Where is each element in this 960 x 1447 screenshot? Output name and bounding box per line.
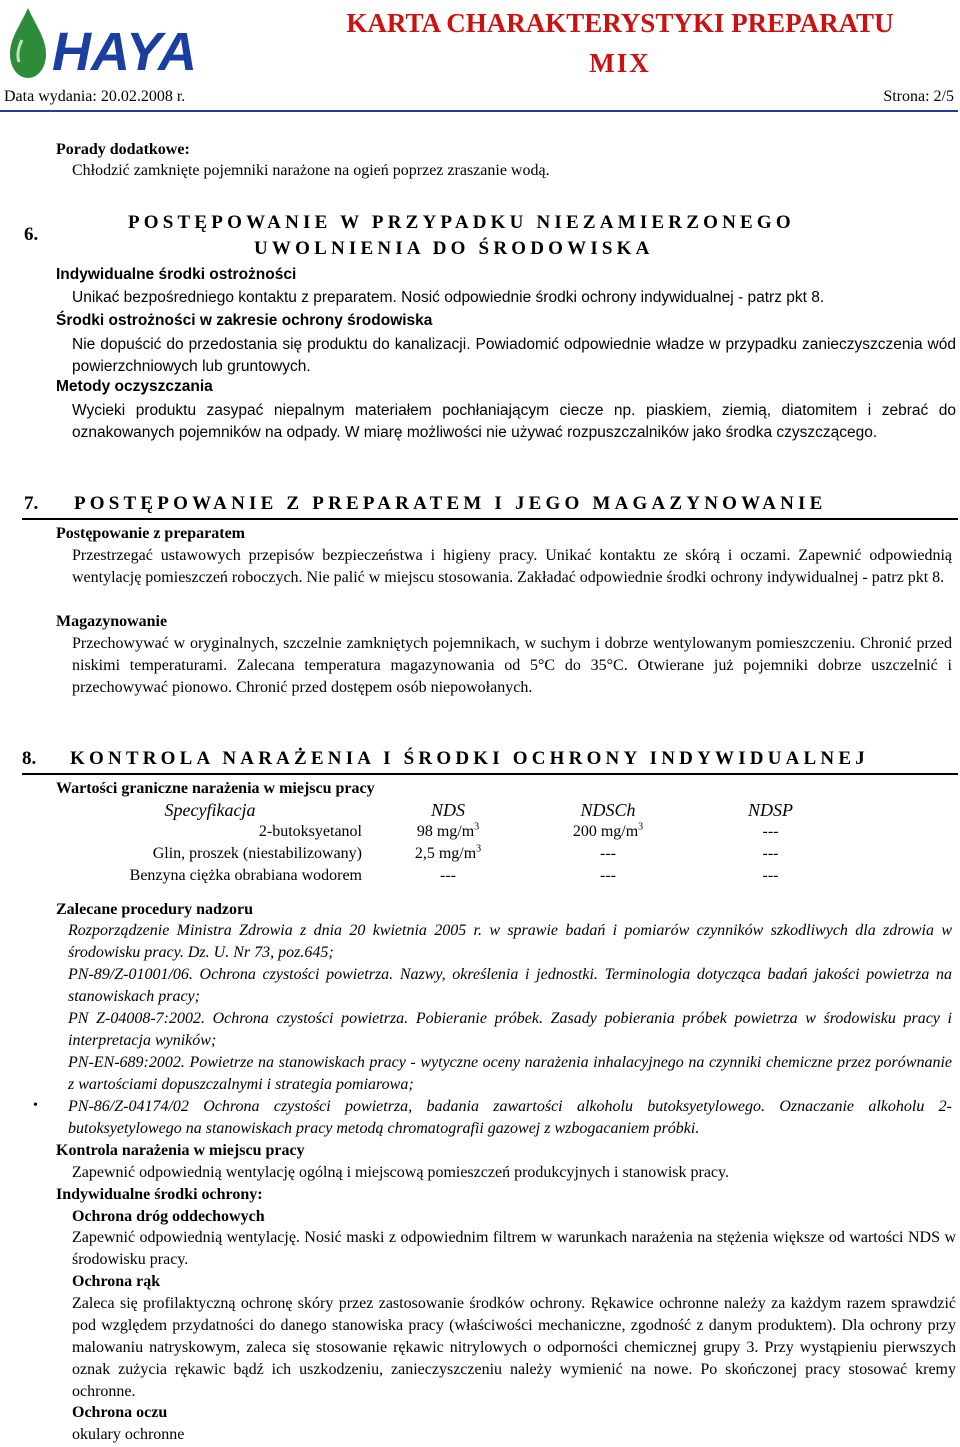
s8-ppe-label: Indywidualne środki ochrony: [56,1186,263,1203]
section-7-underline [22,518,958,520]
issue-date: Data wydania: 20.02.2008 r. [4,88,186,105]
procedure-item: PN Z-04008-7:2002. Ochrona czystości powietrza. Pobieranie próbek. Zasady pobierania próbek powietrza w środowisku pracy i interpretacja wyników; [68,1010,952,1049]
s8-hands-label: Ochrona rąk [72,1273,161,1290]
cell-name: 2-butoksyetanol [258,823,362,840]
s6-env-text: Nie dopuścić do przedostania się produktu do kanalizacji. Powiadomić odpowiednie władze w przypadku zanieczyszczenia wód powierzchniowych lub gruntowych. [72,336,956,375]
procedure-item: PN-EN-689:2002. Powietrze na stanowiskach pracy - wytyczne oceny narażenia inhalacyjnego na czynniki chemiczne przez porównanie z wartościami dopuszczalnymi i strategia pomiarowa; [68,1054,952,1093]
procedure-item: PN-89/Z-01001/06. Ochrona czystości powietrza. Nazwy, określenia i jednostki. Terminologia dotycząca badań jakości powietrza na stanowiskach pracy; [68,966,952,1005]
cell-ndsp: --- [762,823,779,840]
s6-clean-text: Wycieki produktu zasypać niepalnym materiałem pochłaniającym ciecze np. piaskiem, ziemią, diatomitem i zebrać do oznakowanych pojemników na odpady. W miarę możliwości nie używać rozpuszczalników jako środka czyszczącego. [72,402,956,441]
s8-resp-label: Ochrona dróg oddechowych [72,1208,265,1225]
s8-exposure-text: Zapewnić odpowiednią wentylację ogólną i miejscową pomieszczeń produkcyjnych i stanowisk pracy. [72,1164,729,1181]
s7-handling-text: Przestrzegać ustawowych przepisów bezpieczeństwa i higieny pracy. Unikać kontaktu ze skórą i oczami. Zapewnić odpowiednią wentylację pomieszczeń roboczych. Nie palić w miejscu stosowania. Zakładać odpowiednie środki ochrony indywidualnej - patrz pkt 8. [72,547,952,586]
s6-clean-label: Metody oczyszczania [56,378,213,395]
col-ndsch: NDSCh [580,799,636,820]
table-row [52,821,853,843]
product-name: MIX [589,48,651,78]
table-header-row [52,799,853,821]
section-6-title-line1: POSTĘPOWANIE W PRZYPADKU NIEZAMIERZONEGO [128,212,795,233]
advice-label: Porady dodatkowe: [56,141,190,158]
logo-text: HAYA [52,22,197,82]
section-8-title: KONTROLA NARAŻENIA I ŚRODKI OCHRONY INDYWIDUALNEJ [70,748,869,769]
cell-nds: --- [440,867,456,884]
cell-name: Glin, proszek (niestabilizowany) [152,845,362,862]
bullet-marker: • [33,1098,38,1113]
section-8-number: 8. [22,748,37,769]
cell-nds: 2,5 $mg/m^3$ [414,843,482,862]
cell-ndsch: --- [600,867,616,884]
section-7-number: 7. [24,493,39,514]
s6-ppe-label: Indywidualne środki ostrożności [56,266,297,283]
cell-name: Benzyna ciężka obrabiana wodorem [129,867,362,884]
advice-text: Chłodzić zamknięte pojemniki narażone na ogień poprzez zraszanie wodą. [72,162,550,179]
s8-hands-text: Zaleca się profilaktyczną ochronę skóry przez zastosowanie środków ochrony. Rękawice ochronne należy za każdym razem sprawdzić pod względem przydatności do danego stanowiska pracy (właściwości mechaniczne, zgodność z danym produktem). Dla ochrony przy malowaniu natryskowym, zaleca się stosowanie rękawic nitrylowych o odporności chemicznej grupy 3. Przy wystąpieniu pierwszych oznak zużycia rękawic bądź ich uszkodzeniu, zanieczyszczeniu należy wymienić na nowe. Po skończonej pracy stosować kremy ochronne. [72,1295,956,1400]
cell-nds: 98 $mg/m^3$ [416,821,480,840]
cell-ndsch: --- [600,845,616,862]
cell-ndsp: --- [762,867,779,884]
s7-storage-label: Magazynowanie [56,613,168,630]
section-7-title: POSTĘPOWANIE Z PREPARATEM I JEGO MAGAZYNOWANIE [74,493,827,514]
green-drop-icon [10,8,46,78]
procedure-item: PN-86/Z-04174/02 Ochrona czystości powietrza, badania zawartości alkoholu butoksyetylowego. Oznaczanie alkoholu 2-butoksyetylowego na stanowiskach pracy metodą chromatografii gazowej z wzbogacaniem próbki. [68,1098,952,1137]
cell-ndsch: 200 $mg/m^3$ [572,821,644,840]
s8-resp-text: Zapewnić odpowiednią wentylację. Nosić maski z odpowiednim filtrem w warunkach narażenia na stężenia większe od wartości NDS w środowisku pracy. [72,1229,956,1268]
s8-eyes-text: okulary ochronne [72,1426,185,1443]
s8-exposure-label: Kontrola narażenia w miejscu pracy [56,1142,305,1159]
s6-env-label: Środki ostrożności w zakresie ochrony środowiska [56,312,433,329]
col-ndsp: NDSP [748,799,793,820]
haya-logo [0,0,260,86]
exposure-limits-table [52,799,853,887]
section-8-underline [22,773,958,775]
cell-ndsp: --- [762,845,779,862]
col-specyfikacja: Specyfikacja [164,799,256,820]
header-divider [0,110,958,112]
table-row [52,843,853,865]
section-6-title-line2: UWOLNIENIA DO ŚRODOWISKA [254,238,654,259]
s8-procedures-label: Zalecane procedury nadzoru [56,901,254,918]
col-nds: NDS [430,799,465,820]
section-6-number: 6. [24,224,39,245]
page-number: Strona: 2/5 [883,88,954,105]
s7-storage-text: Przechowywać w oryginalnych, szczelnie zamkniętych pojemnikach, w suchym i dobrze wentylowanym pomieszczeniu. Chronić przed niskimi temperaturami. Zalecana temperatura magazynowania od 5°C do 35°C. Otwierane już pojemniki dobrze uszczelnić i przechowywać pionowo. Chronić przed dostępem osób niepowołanych. [72,635,952,696]
table-row [52,865,853,887]
s7-handling-label: Postępowanie z preparatem [56,525,245,542]
s8-limits-label: Wartości graniczne narażenia w miejscu pracy [56,780,375,797]
procedure-item: Rozporządzenie Ministra Zdrowia z dnia 20 kwietnia 2005 r. w sprawie badań i pomiarów czynników szkodliwych dla zdrowia w środowisku pracy. Dz. U. Nr 73, poz.645; [68,922,952,961]
s8-eyes-label: Ochrona oczu [72,1404,168,1421]
s6-ppe-text: Unikać bezpośredniego kontaktu z preparatem. Nosić odpowiednie środki ochrony indywidualnej - patrz pkt 8. [72,289,825,306]
document-title: KARTA CHARAKTERYSTYKI PREPARATU [346,8,894,38]
